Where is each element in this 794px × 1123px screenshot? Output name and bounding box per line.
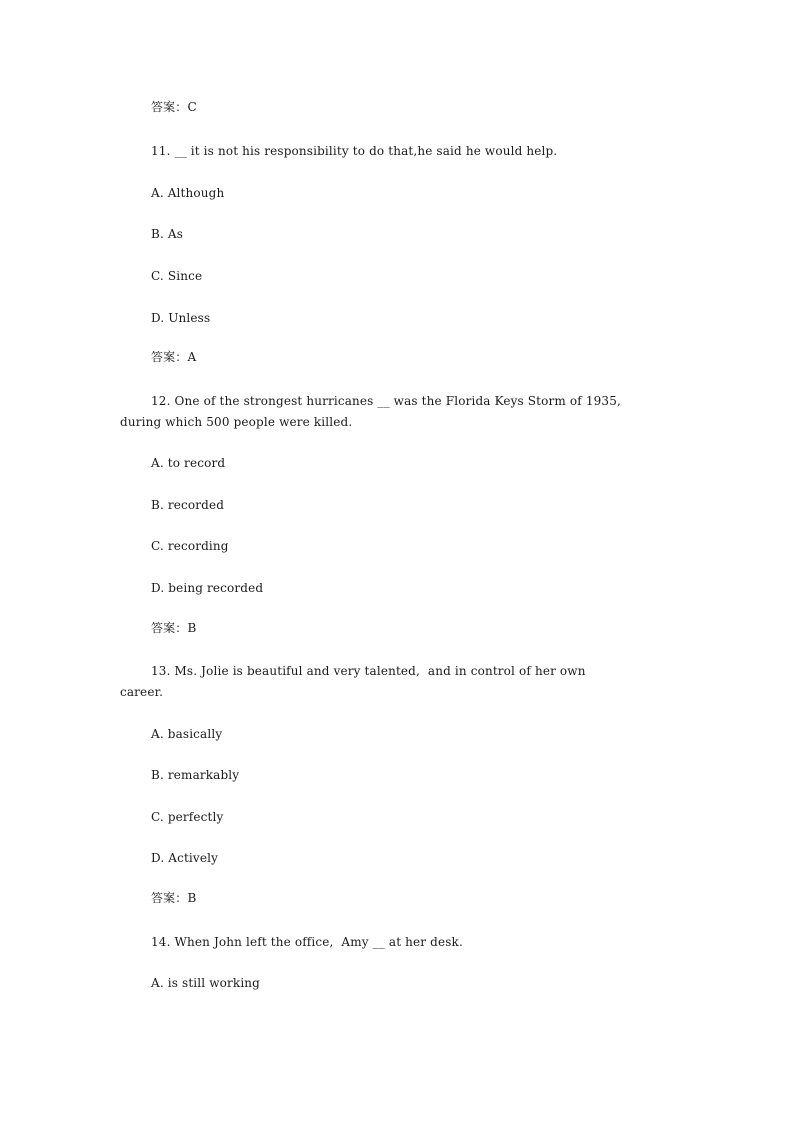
answer-11: 答案：A xyxy=(151,350,197,364)
option-11-d: D. Unless xyxy=(151,311,211,325)
answer-10: 答案：C xyxy=(151,100,197,114)
option-12-d: D. being recorded xyxy=(151,581,264,595)
question-11: 11. __ it is not his responsibility to do that,he said he would help. xyxy=(151,144,558,158)
question-13: 13. Ms. Jolie is beautiful and very talented, and in control of her own xyxy=(151,664,586,678)
option-13-c: C. perfectly xyxy=(151,810,224,824)
option-12-a: A. to record xyxy=(151,456,226,470)
option-14-a: A. is still working xyxy=(151,976,261,990)
question-13-continued: career. xyxy=(120,685,164,699)
option-11-c: C. Since xyxy=(151,269,203,283)
question-14: 14. When John left the office, Amy __ at her desk. xyxy=(151,935,463,949)
answer-13: 答案：B xyxy=(151,891,197,905)
option-11-a: A. Although xyxy=(151,186,225,200)
answer-12: 答案：B xyxy=(151,621,197,635)
option-12-b: B. recorded xyxy=(151,498,225,512)
option-11-b: B. As xyxy=(151,227,184,241)
question-12: 12. One of the strongest hurricanes __ was the Florida Keys Storm of 1935, xyxy=(151,394,621,408)
option-13-d: D. Actively xyxy=(151,851,219,865)
option-12-c: C. recording xyxy=(151,539,229,553)
question-12-continued: during which 500 people were killed. xyxy=(120,415,353,429)
option-13-a: A. basically xyxy=(151,727,223,741)
option-13-b: B. remarkably xyxy=(151,768,240,782)
